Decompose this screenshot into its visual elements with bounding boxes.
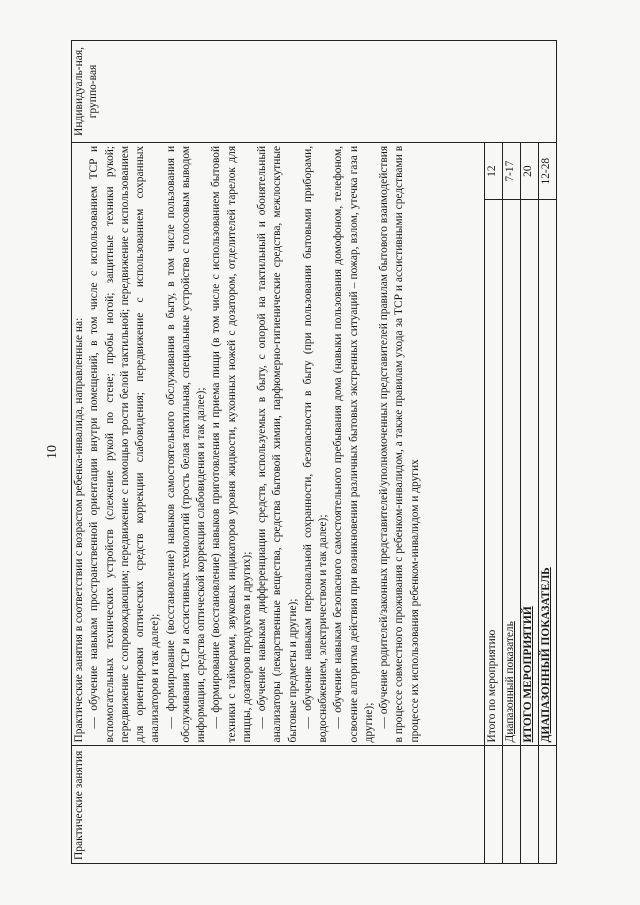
summary-empty-cell	[485, 746, 503, 864]
rotated-table-sheet	[71, 40, 557, 864]
content-item: — обучение навыкам дифференциации средств, используемых в быту, с опорой на тактильный и обонятельный анализаторы (лекарственные вещества, средства бытовой химии, парфюмерно-гигиенические средства, межлоскутные бытовые предметы и другие);	[256, 145, 299, 743]
summary-row	[485, 41, 503, 864]
program-table	[71, 40, 557, 864]
form-cell	[72, 41, 557, 143]
content-item: — обучение навыкам пространственной ориентации внутри помещений, в том числе с использованием ТСР и вспомогательных технических устройств (слежение рукой по стене; пробы ногой; защитные техники рукой; передвижение с сопровождающим; передвижение с помощью трости белой тактильной; передвижение с использованием для ориентировки оптических средств коррекции слабовидения; передвижение с использованием сохранных анализаторов и так далее);	[88, 145, 162, 743]
table-row-practical-classes	[72, 41, 485, 864]
summary-empty-cell	[521, 746, 539, 864]
content-intro: Практические занятия в соответствии с возрастом ребенка-инвалида, направленные на:	[73, 317, 85, 743]
content-item: — обучение родителей/законных представителей/уполномоченных представителей правилам бытового взаимодействия в процессе совместного проживания с ребенком-инвалидом, а также правилам ухода за ТСР и ассистивными средствами в процессе их использования ребенком-инвалидом и других	[378, 145, 421, 743]
summary-empty-cell	[539, 746, 557, 864]
content-item: — формирование (восстановление) навыков самостоятельного обслуживания в быту, в том числе пользования и обслуживания ТСР и ассистивных технологий (трость белая тактильная, специальные устройства с голосовым выводом информации, средства оптической коррекции слабовидения и так далее);	[164, 145, 207, 743]
summary-label: ДИАПАЗОННЫЙ ПОКАЗАТЕЛЬ	[539, 200, 557, 746]
content-item: — обучение навыкам безопасного самостоятельного пребывания дома (навыки пользования домофоном, телефоном, освоение алгоритма действия при возникновении различных бытовых экстренных ситуаций – пожар, взлом, утечка газа и другие);	[332, 145, 375, 743]
summary-label: ИТОГО МЕРОПРИЯТИЙ	[521, 200, 539, 746]
form-label: Индивидуаль-ная, группо-вая	[73, 46, 99, 136]
summary-empty-cell	[503, 746, 521, 864]
activity-label: Практические занятия	[73, 750, 85, 860]
summary-row	[539, 41, 557, 864]
summary-hours: 7-17	[503, 142, 521, 199]
page-number: 10	[45, 445, 60, 459]
content-item: — обучение навыкам персональной сохранности, безопасности в быту (при пользовании бытовыми приборами, водоснабжением, электричеством и так далее);	[301, 145, 329, 743]
summary-row	[503, 41, 521, 864]
summary-hours: 12	[485, 142, 503, 199]
summary-label: Диапазонный показатель	[503, 200, 521, 746]
summary-hours: 12-28	[539, 142, 557, 199]
summary-label: Итого по мероприятию	[485, 200, 503, 746]
content-cell	[72, 142, 485, 746]
content-item: — формирование (восстановление) навыков приготовления и приема пищи (в том числе с использованием бытовой техники с таймерами, звуковых индикаторов уровня жидкости, кухонных ножей с дозатором, отделителей тарелок для пиццы, дозаторов продуктов и других);	[210, 145, 253, 743]
summary-hours: 20	[521, 142, 539, 199]
summary-row	[521, 41, 539, 864]
activity-cell	[72, 746, 485, 864]
